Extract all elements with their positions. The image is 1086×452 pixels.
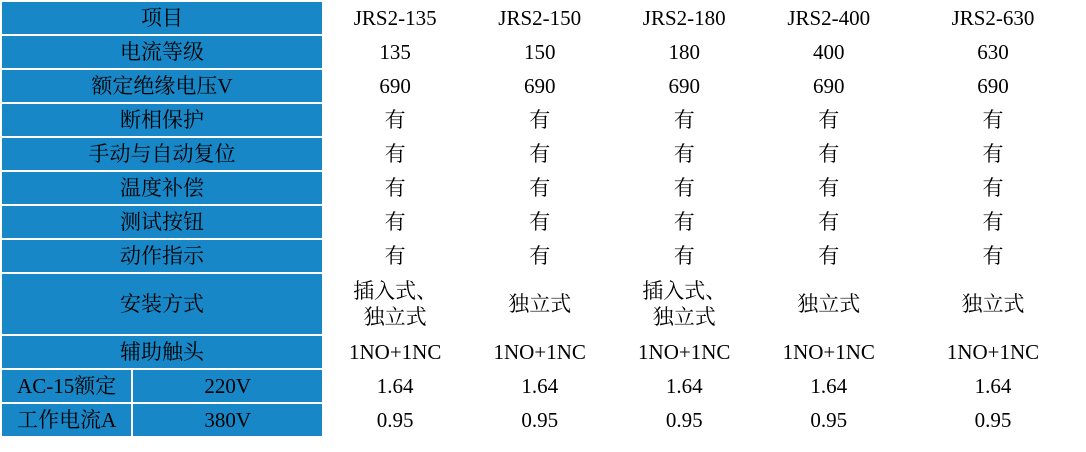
header-model-1: JRS2-150 [467,1,612,35]
row-label-4: 温度补偿 [1,171,323,205]
install-value-2-line2: 独立式 [652,305,716,329]
header-model-0: JRS2-135 [323,1,468,35]
row-3-value-0: 有 [323,137,468,171]
ac15-220-value-2: 1.64 [612,369,757,403]
row-label-3: 手动与自动复位 [1,137,323,171]
ac15-220-value-1: 1.64 [467,369,612,403]
row-3-value-3: 有 [757,137,902,171]
ac15-220-value-3: 1.64 [757,369,902,403]
row-2-value-4: 有 [901,103,1085,137]
row-2-value-1: 有 [467,103,612,137]
aux-value-0: 1NO+1NC [323,335,468,369]
header-item-label: 项目 [1,1,323,35]
row-6-value-1: 有 [467,239,612,273]
table-row [1,103,1085,137]
table-row [1,35,1085,69]
table-header-row [1,1,1085,35]
row-5-value-0: 有 [323,205,468,239]
install-value-2-line1: 插入式、 [642,278,727,303]
ac15-sub-label-380: 380V [132,403,323,437]
row-label-0: 电流等级 [1,35,323,69]
ac15-380-value-3: 0.95 [757,403,902,437]
install-value-0-line1: 插入式、 [353,278,438,303]
row-4-value-2: 有 [612,171,757,205]
ac15-label-line1: AC-15额定 [1,369,132,403]
row-0-value-3: 400 [757,35,902,69]
row-4-value-3: 有 [757,171,902,205]
row-label-2: 断相保护 [1,103,323,137]
install-value-3: 独立式 [757,273,902,335]
row-1-value-0: 690 [323,69,468,103]
row-6-value-2: 有 [612,239,757,273]
row-3-value-2: 有 [612,137,757,171]
row-5-value-3: 有 [757,205,902,239]
row-1-value-3: 690 [757,69,902,103]
row-6-value-3: 有 [757,239,902,273]
aux-value-3: 1NO+1NC [757,335,902,369]
row-2-value-0: 有 [323,103,468,137]
ac15-220-value-0: 1.64 [323,369,468,403]
ac15-220-value-4: 1.64 [901,369,1085,403]
row-label-1: 额定绝缘电压V [1,69,323,103]
install-row-label: 安装方式 [1,273,323,335]
ac15-380-value-4: 0.95 [901,403,1085,437]
row-0-value-4: 630 [901,35,1085,69]
table-row [1,171,1085,205]
ac15-380-value-2: 0.95 [612,403,757,437]
table-row-install [1,273,1085,335]
install-value-1: 独立式 [467,273,612,335]
row-3-value-4: 有 [901,137,1085,171]
row-label-5: 测试按钮 [1,205,323,239]
row-5-value-1: 有 [467,205,612,239]
ac15-380-value-0: 0.95 [323,403,468,437]
row-4-value-0: 有 [323,171,468,205]
table-row-ac15-380 [1,403,1085,437]
aux-row-label: 辅助触头 [1,335,323,369]
row-5-value-4: 有 [901,205,1085,239]
install-value-2 [612,273,757,335]
ac15-sub-label-220: 220V [132,369,323,403]
table-row [1,205,1085,239]
header-model-3: JRS2-400 [757,1,902,35]
row-4-value-4: 有 [901,171,1085,205]
row-6-value-4: 有 [901,239,1085,273]
row-label-6: 动作指示 [1,239,323,273]
install-value-4: 独立式 [901,273,1085,335]
aux-value-2: 1NO+1NC [612,335,757,369]
row-2-value-3: 有 [757,103,902,137]
row-4-value-1: 有 [467,171,612,205]
table-row [1,137,1085,171]
row-0-value-2: 180 [612,35,757,69]
row-1-value-1: 690 [467,69,612,103]
row-5-value-2: 有 [612,205,757,239]
header-model-4: JRS2-630 [901,1,1085,35]
aux-value-4: 1NO+1NC [901,335,1085,369]
ac15-label-line2: 工作电流A [1,403,132,437]
row-0-value-0: 135 [323,35,468,69]
aux-value-1: 1NO+1NC [467,335,612,369]
ac15-380-value-1: 0.95 [467,403,612,437]
install-value-0-line2: 独立式 [363,305,427,329]
table-row-aux [1,335,1085,369]
table-row [1,239,1085,273]
install-value-0 [323,273,468,335]
row-0-value-1: 150 [467,35,612,69]
row-3-value-1: 有 [467,137,612,171]
header-model-2: JRS2-180 [612,1,757,35]
table-row-ac15-220 [1,369,1085,403]
row-1-value-2: 690 [612,69,757,103]
row-6-value-0: 有 [323,239,468,273]
row-1-value-4: 690 [901,69,1085,103]
table-row [1,69,1085,103]
row-2-value-2: 有 [612,103,757,137]
